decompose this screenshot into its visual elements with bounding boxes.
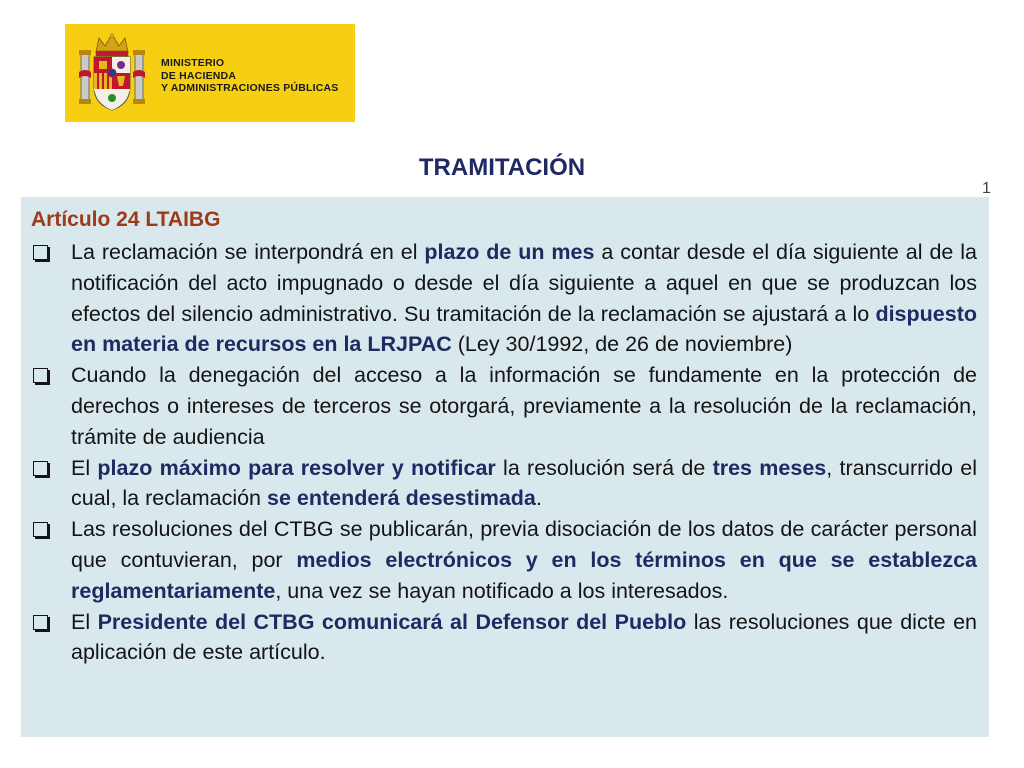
spain-coat-of-arms-icon [79, 32, 145, 114]
bullet-text: la resolución será de [495, 455, 713, 480]
slide-title: TRAMITACIÓN [418, 154, 586, 181]
highlighted-text: medios electrónicos y en los términos en que se establezca reglamentariamente [71, 547, 978, 603]
highlighted-text: tres meses [712, 455, 827, 480]
corner-mark: 1 [982, 180, 991, 197]
bullet-text: El [71, 455, 98, 480]
highlighted-text: dispuesto en materia de recursos en la LRJPAC [71, 301, 977, 357]
ministry-logo [65, 24, 355, 122]
bullet-text: a contar desde el día siguiente al de la notificación del acto impugnado o desde el día siguiente a aquel en que se produzcan los efectos del silencio administrativo. Su tramitación de la reclamación se ajustará a lo [71, 240, 977, 326]
bullet-text: las resoluciones que dicte en aplicación de este artículo. [71, 609, 978, 665]
ministry-line-2: DE HACIENDA [161, 69, 237, 82]
content-panel [21, 197, 989, 737]
highlighted-text: plazo de un mes [424, 240, 595, 264]
bullet-text: Las resoluciones del CTBG se publicarán, previa disociación de los datos de carácter personal que contuvieran, por [71, 517, 977, 572]
checkbox-bullet-icon [33, 368, 48, 383]
ministry-name [161, 57, 339, 95]
checkbox-bullet-icon [33, 245, 48, 260]
bullet-text: (Ley 30/1992, de 26 de noviembre) [451, 332, 793, 357]
bullet-text: . [535, 486, 542, 511]
bullet-text: La reclamación se interpondrá en el [71, 240, 425, 264]
bullet-text: , transcurrido el cual, la reclamación [71, 455, 977, 511]
bullet-item [31, 360, 977, 452]
checkbox-bullet-icon [33, 461, 48, 476]
article-heading: Artículo 24 LTAIBG [31, 208, 221, 231]
highlighted-text: se entenderá desestimada [266, 486, 536, 511]
highlighted-text: Presidente del CTBG comunicará al Defensor del Pueblo [97, 609, 687, 634]
ministry-line-1: MINISTERIO [161, 57, 225, 69]
bullet-list [31, 237, 977, 668]
checkbox-bullet-icon [33, 522, 48, 537]
highlighted-text: plazo máximo para resolver y notificar [97, 455, 496, 480]
bullet-text: , una vez se hayan notificado a los interesados. [275, 578, 729, 603]
bullet-text: Cuando la denegación del acceso a la información se fundamente en la protección de derechos o intereses de terceros se otorgará, previamente a la resolución de la reclamación, trámite de audiencia [71, 363, 977, 449]
bullet-item [31, 514, 977, 606]
bullet-item [31, 237, 977, 360]
bullet-text: El [71, 609, 98, 634]
ministry-line-3: Y ADMINISTRACIONES PÚBLICAS [161, 82, 339, 94]
bullet-item [31, 607, 977, 669]
bullet-item [31, 453, 977, 515]
checkbox-bullet-icon [33, 615, 48, 630]
